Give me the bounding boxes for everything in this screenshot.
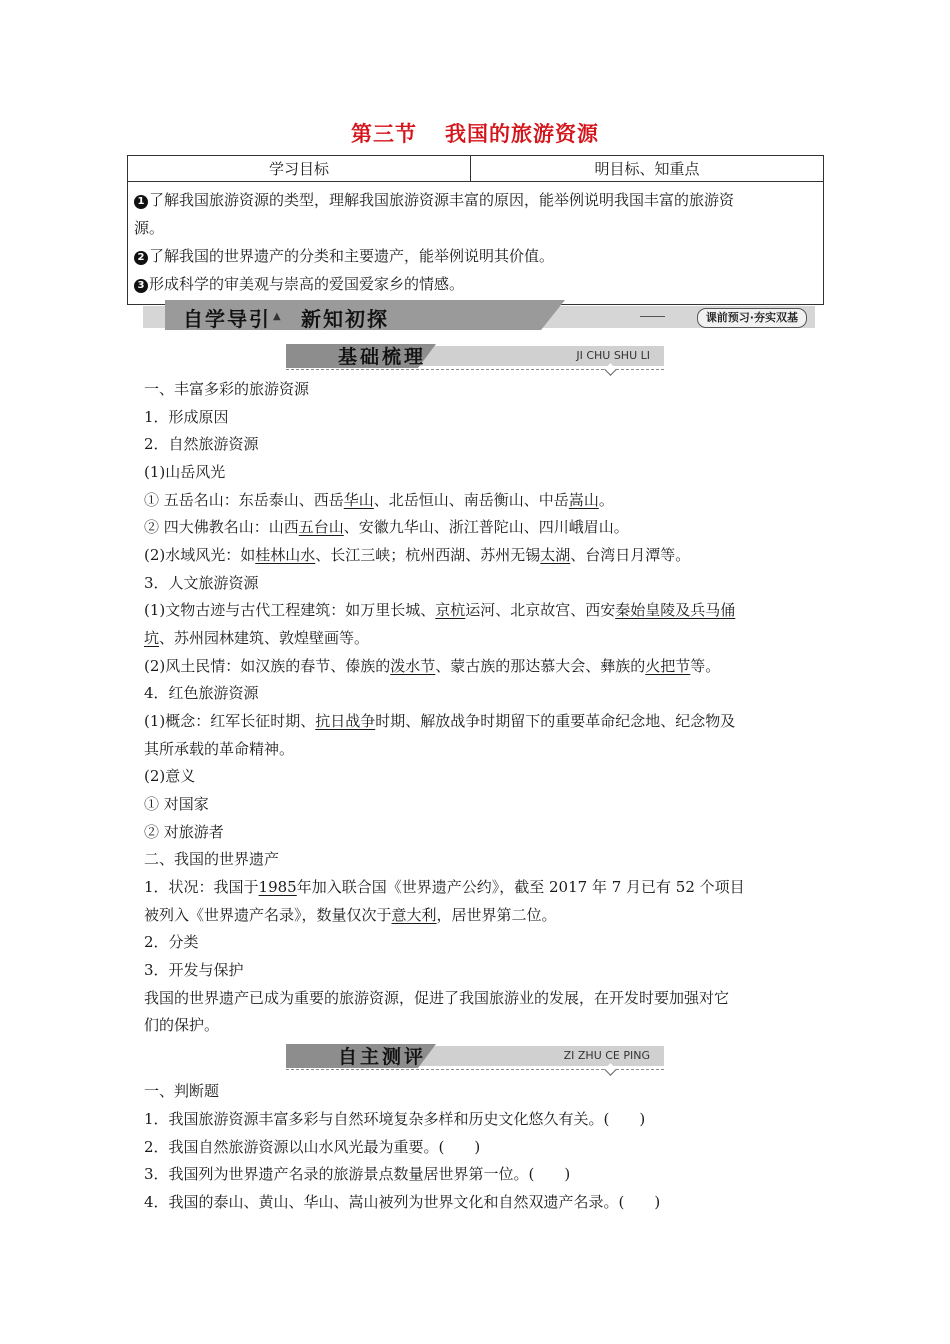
text-line: 被列入《世界遗产名录》，数量仅次于意大利，居世界第二位。 <box>144 906 557 924</box>
page-title <box>0 118 950 148</box>
banner-divider <box>640 316 665 317</box>
section-pinyin: JI CHU SHU LI <box>576 349 650 362</box>
objective-text-cont: 源。 <box>134 219 165 237</box>
underlined-answer: 坑 <box>144 629 160 647</box>
text-line: (2)水域风光：如桂林山水、长江三峡；杭州西湖、苏州无锡太湖、台湾日月潭等。 <box>144 546 691 564</box>
objective-text: 了解我国的世界遗产的分类和主要遗产，能举例说明其价值。 <box>149 247 555 265</box>
underlined-answer: 太湖 <box>540 546 571 564</box>
text-line: ② 对旅游者 <box>144 823 224 841</box>
banner-left-title: 自学导引 <box>183 307 271 331</box>
underlined-answer: 京杭 <box>435 601 466 619</box>
objective-item <box>134 186 815 242</box>
underlined-answer: 华山 <box>343 491 374 509</box>
chapter-banner <box>143 300 815 332</box>
section-header-basics <box>286 344 664 372</box>
triangle-icon: ▲ <box>273 311 281 322</box>
underlined-answer: 秦始皇陵及兵马俑 <box>615 601 736 619</box>
text-line: 们的保护。 <box>144 1016 220 1034</box>
question-line: 1．我国旅游资源丰富多彩与自然环境复杂多样和历史文化悠久有关。( ) <box>144 1110 646 1128</box>
text-line: 1．形成原因 <box>144 408 229 426</box>
underlined-answer: 嵩山 <box>568 491 599 509</box>
text-line: 一、丰富多彩的旅游资源 <box>144 380 310 398</box>
underlined-answer: 五台山 <box>298 518 344 536</box>
text-line: 2．自然旅游资源 <box>144 435 259 453</box>
underlined-answer: 1985 <box>258 878 297 896</box>
text-line: 我国的世界遗产已成为重要的旅游资源，促进了我国旅游业的发展，在开发时要加强对它 <box>144 989 730 1007</box>
text-line: (1)文物古迹与古代工程建筑：如万里长城、京杭运河、北京故宫、西安秦始皇陵及兵马俑 <box>144 601 736 619</box>
title-section: 第三节 <box>351 122 417 146</box>
objectives-body <box>128 182 824 305</box>
objective-item <box>134 242 815 270</box>
text-line: 一、判断题 <box>144 1082 220 1100</box>
objectives-header-left: 学习目标 <box>128 156 471 182</box>
number-badge-icon: 1 <box>134 195 148 209</box>
text-line: 3．开发与保护 <box>144 961 244 979</box>
question-line: 2．我国自然旅游资源以山水风光最为重要。( ) <box>144 1138 481 1156</box>
objective-item <box>134 270 815 298</box>
text-line: 4．红色旅游资源 <box>144 684 259 702</box>
title-topic: 我国的旅游资源 <box>445 122 599 146</box>
question-line: 4．我国的泰山、黄山、华山、嵩山被列为世界文化和自然双遗产名录。( ) <box>144 1193 661 1211</box>
number-badge-icon: 3 <box>134 279 148 293</box>
objectives-header-row <box>128 156 824 182</box>
objective-text: 了解我国旅游资源的类型，理解我国旅游资源丰富的原因，能举例说明我国丰富的旅游资 <box>149 191 735 209</box>
section-title: 自主测评 <box>338 1046 427 1068</box>
underlined-answer: 抗日战争 <box>315 712 376 730</box>
section-header-self-test <box>286 1044 664 1072</box>
section-title: 基础梳理 <box>338 346 427 368</box>
text-line: (2)风土民情：如汉族的春节、傣族的泼水节、蒙古族的那达慕大会、彝族的火把节等。 <box>144 657 721 675</box>
text-line: 坑、苏州园林建筑、敦煌壁画等。 <box>144 629 370 647</box>
objectives-table <box>127 155 824 305</box>
text-line: ② 四大佛教名山：山西五台山、安徽九华山、浙江普陀山、四川峨眉山。 <box>144 518 629 536</box>
objectives-header-right: 明目标、知重点 <box>471 156 824 182</box>
banner-tag: 课前预习·夯实双基 <box>697 308 807 328</box>
text-line: ① 对国家 <box>144 795 209 813</box>
question-line: 3．我国列为世界遗产名录的旅游景点数量居世界第一位。( ) <box>144 1165 571 1183</box>
text-line: 1．状况：我国于1985年加入联合国《世界遗产公约》，截至 2017 年 7 月已有 52 个项目 <box>144 878 745 896</box>
section-pinyin: ZI ZHU CE PING <box>563 1049 650 1062</box>
underlined-answer: 桂林山水 <box>255 546 316 564</box>
underlined-answer: 火把节 <box>645 657 691 675</box>
text-line: 3．人文旅游资源 <box>144 574 259 592</box>
underlined-answer: 意大利 <box>391 906 437 924</box>
objective-text: 形成科学的审美观与崇高的爱国爱家乡的情感。 <box>149 275 465 293</box>
text-line: 其所承载的革命精神。 <box>144 740 295 758</box>
text-line: (2)意义 <box>144 767 196 785</box>
text-line: (1)概念：红军长征时期、抗日战争时期、解放战争时期留下的重要革命纪念地、纪念物及 <box>144 712 736 730</box>
text-line: 二、我国的世界遗产 <box>144 850 280 868</box>
text-line: ① 五岳名山：东岳泰山、西岳华山、北岳恒山、南岳衡山、中岳嵩山。 <box>144 491 614 509</box>
text-line: (1)山岳风光 <box>144 463 226 481</box>
number-badge-icon: 2 <box>134 251 148 265</box>
objectives-body-row <box>128 182 824 305</box>
underlined-answer: 泼水节 <box>390 657 436 675</box>
text-line: 2．分类 <box>144 933 199 951</box>
banner-right-title: 新知初探 <box>301 307 389 331</box>
